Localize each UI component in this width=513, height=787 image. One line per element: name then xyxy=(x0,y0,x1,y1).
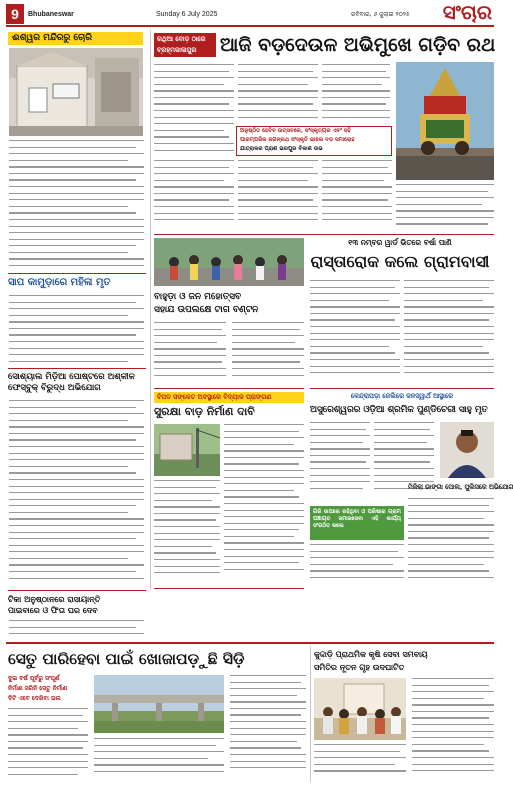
headline-worker-death: ଅସୁରେଶ୍ୱରର ଓଡ଼ିଆ ଶ୍ରମିକ ପୁଣ୍ଡିଚେରୀ ସାହୁ ମୃତ xyxy=(310,405,488,415)
roadblock-photo xyxy=(154,238,304,286)
heat-story-body xyxy=(9,620,144,640)
headline-police-complaint: ସୋଶ୍ୟାଲ ମିଡ଼ିଆ ପୋଷ୍ଟରେ ଅଶ୍ଳୀଳ ଫେସ୍ବୁକ୍ ବିରୁଦ୍ଧ ଅଭିଯୋଗ xyxy=(8,372,135,393)
agri-photo xyxy=(314,678,406,740)
temple-photo xyxy=(9,48,143,136)
wall-kicker: ବିପଦ ସଙ୍କେତ ଅବସ୍ଥାରେ ବିଦ୍ୟାଳ ପ୍ରାଙ୍ଗଣ xyxy=(154,392,304,403)
bridge-body-col1 xyxy=(8,708,88,780)
headline-fish-1: ବାହୁଡ଼ା ଓ ଜନ ମହୋତ୍ସବ xyxy=(154,292,242,302)
temple-theft-body xyxy=(9,140,144,268)
headline-rath-yatra: ଆଜି ବଡ଼ଦେଉଳ ଅଭିମୁଖେ ଗଡ଼ିବ ରଥ xyxy=(220,34,496,56)
rath-body-col4 xyxy=(396,184,494,230)
rain-kicker: ୧୩ ନମ୍ବର ୱାର୍ଡ ଭିତରେ ବର୍ଷା ପାଣି xyxy=(348,238,452,247)
rath-subhead-3: ଯାତ୍ରାକର ପ୍ରାଣ ଭରପୁର ବିକାଶ ଉଭ xyxy=(240,146,323,152)
bridge-sub-1: ଦୁଇ ବର୍ଷ ପୂର୍ବରୁ ସଂପୂର୍ଣ xyxy=(8,675,60,682)
wall-photo xyxy=(154,424,220,476)
fish-body-col1 xyxy=(154,322,226,384)
wall-body-col2 xyxy=(224,424,304,584)
chariot-photo xyxy=(396,62,494,180)
green-box-text: ଗିରି ଉପରେ ରହିଥିବା ଓ ପରିଷାର ଗ୍ରାମ ପଞ୍ଚାୟତ ସମାଜସେବୀ ଏହି କାର୍ଯ୍ୟ ସଂଗଠିତ କଲେ xyxy=(313,509,401,529)
rath-subhead-1: ଅନୁଷ୍ଠିତ ହେବିବ ଉତ୍ସବରେ, ସଂସ୍କୃତ୍ୟର ଏବଂ ସହି xyxy=(240,128,351,134)
rath-body-col1b xyxy=(154,160,234,230)
rath-body-col2b xyxy=(238,160,318,230)
green-body xyxy=(310,544,404,588)
agri-body-col1 xyxy=(314,744,406,780)
rath-kicker: ରଥିଆ ବୋଡ଼ ଠାରେ ବ୍ରହ୍ମଜାଳାପୁର xyxy=(154,33,216,57)
worker-portrait xyxy=(440,422,494,478)
bridge-sub-2: ନିର୍ମାଣ ସରିନି ସେତୁ ନିର୍ମାଣ xyxy=(8,685,68,692)
bridge-sub-3: ଦିଟି ଏବେ ଦେଖିବା ଭଲ xyxy=(8,695,61,702)
edition-city: Bhubaneswar xyxy=(28,11,74,18)
date-odia: ରବିବାର, ୬ ଜୁଲାଇ ୨୦୨୫ xyxy=(351,11,410,18)
masthead xyxy=(6,3,494,27)
wall-body-col1 xyxy=(154,480,220,584)
police-complaint-body xyxy=(9,400,144,588)
rath-body-col3b xyxy=(322,160,392,230)
date-english: Sunday 6 July 2025 xyxy=(156,11,218,18)
headline-heat-story: ଟିକା ଅନୁଷ୍ଠାନରେ ରାସାୟାନ୍ତି ପାଇବାରେ ଓ ଫିତା ଘର ଦେବ xyxy=(8,595,101,615)
bridge-photo xyxy=(94,675,224,733)
headline-temple-theft: ଈଶ୍ୱର ମନ୍ଦିରରୁ ଚୋରି xyxy=(8,32,143,45)
bridge-body-col3 xyxy=(230,675,306,780)
headline-snake-bite: ସାପ କାମୁଡ଼ାରେ ମହିଳା ମୃତ xyxy=(8,277,111,288)
headline-wall-construction: ସୁରକ୍ଷା ବାଡ଼ ନିର୍ମାଣ ଦାବି xyxy=(154,405,255,418)
headline-bridge-complaint: ମିଳିଲା ଭାଙ୍ଗା ପୋଲ, ପୁଲିସରେ ଅଭିଯୋଗ xyxy=(408,484,513,491)
bridge-complaint-body xyxy=(408,498,494,588)
bridge-body-col2 xyxy=(94,738,224,780)
rath-subhead-2: ପାରମ୍ପରିକ ଜଗନ୍ନାଥ ସଂସ୍କୃତି ଭାଲେ ବଡ଼ ସମାରୋହ xyxy=(240,137,355,143)
headline-agri-1: କୁଦ୍ଦାଡ଼ି ପ୍ରାଥମିକ କୃଷି ସେବା ସମବାୟ xyxy=(314,650,428,659)
rain-body-col1 xyxy=(310,280,400,384)
agri-body-col2 xyxy=(412,678,494,780)
page-number: 9 xyxy=(6,4,24,24)
worker-kicker: କେନ୍ଦ୍ରାପଡ଼ା ଜେଲିରେ ଜନସ୍ୱାର୍ଥ ଆସ୍ଥାରେ xyxy=(350,392,454,400)
headline-bridge-stairs: ସେତୁ ପାରିହେବା ପାଇଁ ଖୋଜାପଡ଼ୁଛି ସିଡ଼ି xyxy=(8,650,245,668)
rath-body-col1 xyxy=(154,64,234,156)
fish-body-col2 xyxy=(232,322,304,384)
rath-body-col2 xyxy=(238,64,318,124)
headline-rain-roadblock: ରାସ୍ତାରୋକ କଲେ ଗ୍ରାମବାସୀ xyxy=(310,252,490,271)
rath-body-col3 xyxy=(322,64,390,124)
brand-logo: ସଂଚାର xyxy=(442,2,492,24)
rain-body-col2 xyxy=(404,280,494,384)
headline-fish-2: ସହାଯ ଉପଲକ୍ଷେ ଟାଗ ବଣ୍ଟନ xyxy=(154,305,259,315)
snake-bite-body xyxy=(9,295,144,365)
worker-body-col1 xyxy=(310,422,370,502)
headline-agri-2: ସମିତିର ନୂତନ ଗୃହ ଉଦଘାଟିତ xyxy=(314,663,405,672)
